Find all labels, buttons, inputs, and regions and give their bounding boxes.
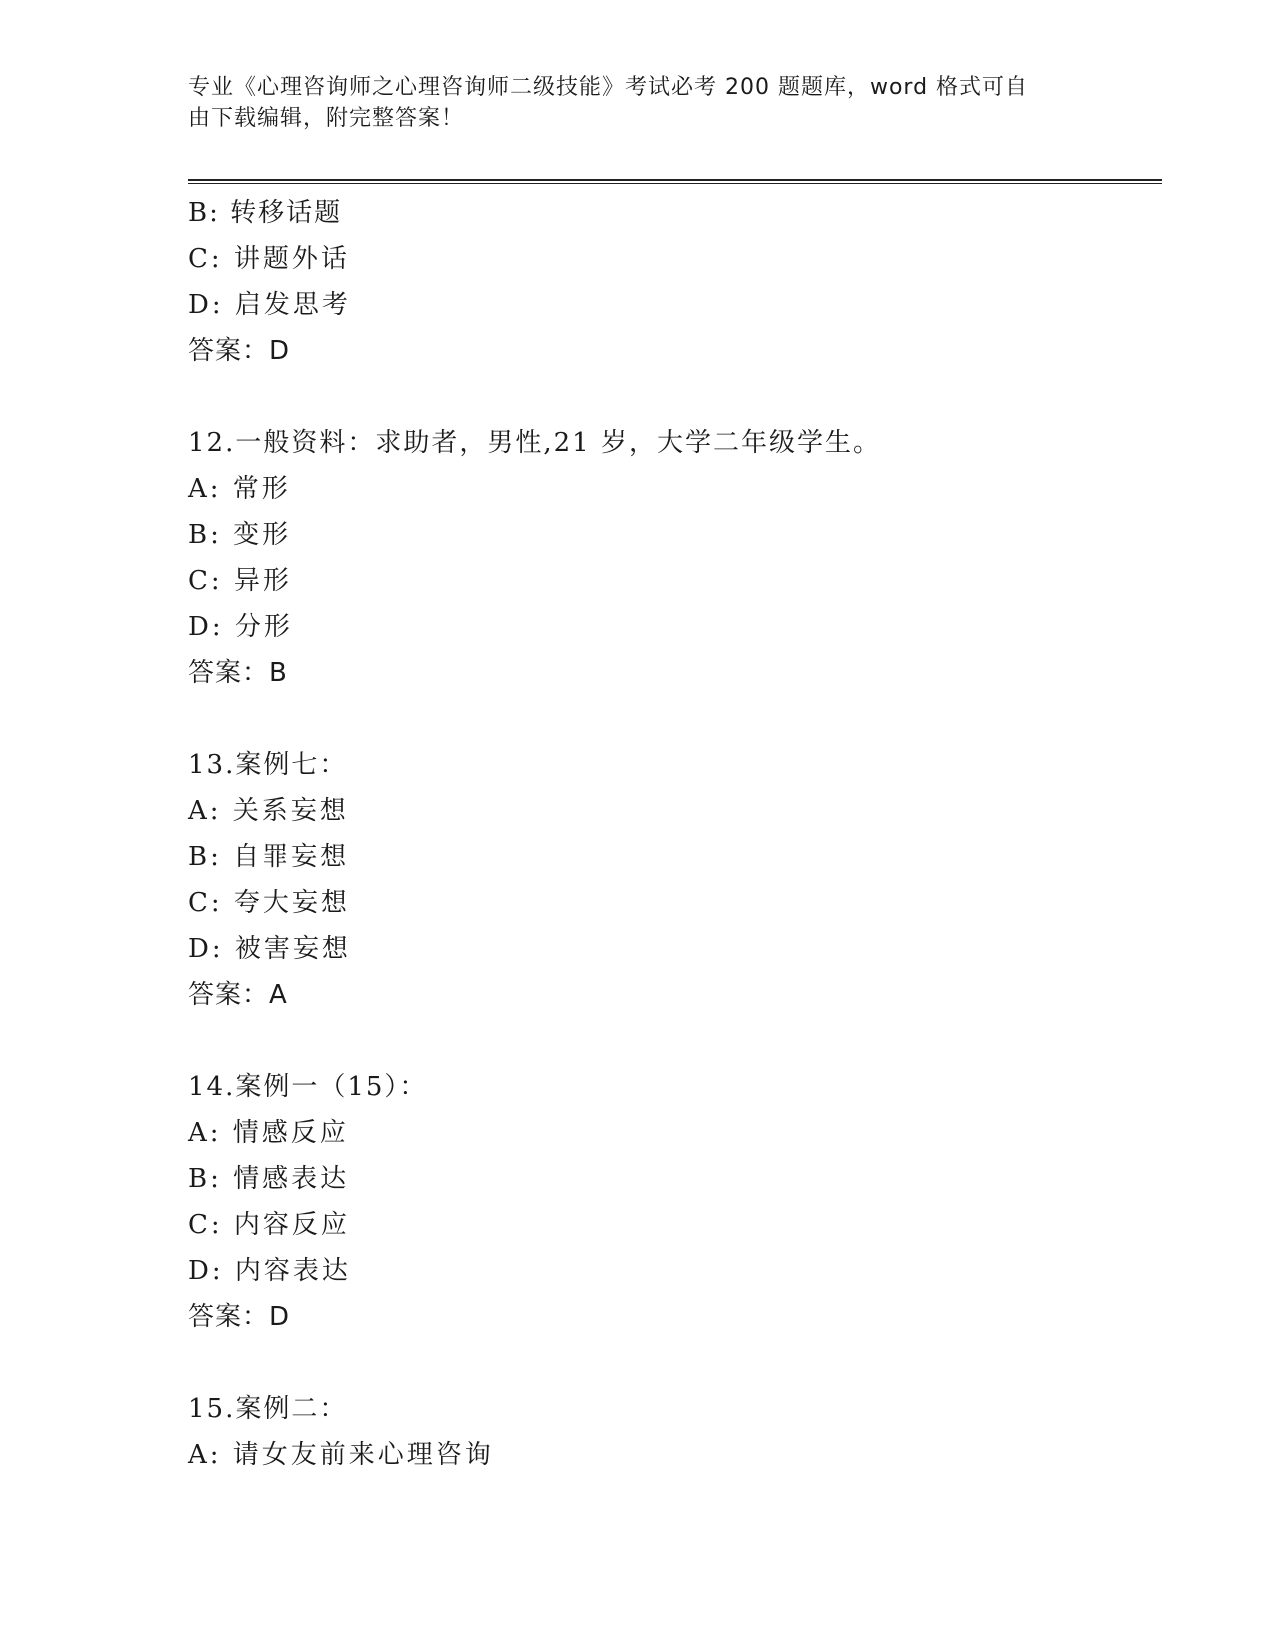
- header-line-1: 专业《心理咨询师之心理咨询师二级技能》考试必考 200 题题库，word 格式可自: [188, 75, 1029, 100]
- question-stem: 15.案例二：: [188, 1394, 348, 1424]
- question-list: [188, 190, 1148, 1478]
- option-a: A: 情感反应: [188, 1118, 349, 1148]
- question-stem: 12.一般资料：求助者，男性,21 岁，大学二年级学生。: [188, 428, 881, 458]
- question-15: [188, 1386, 1148, 1478]
- option-c: C: 内容反应: [188, 1210, 350, 1240]
- answer-line: 答案：D: [188, 336, 291, 366]
- answer-line: 答案：A: [188, 980, 288, 1010]
- question-13: [188, 742, 1148, 1018]
- option-a: A: 常形: [188, 474, 291, 504]
- spacer: [188, 374, 1148, 420]
- spacer: [188, 1340, 1148, 1386]
- question-12: [188, 420, 1148, 696]
- option-c: C: 异形: [188, 566, 292, 596]
- option-d: D: 被害妄想: [188, 934, 351, 964]
- option-b: B: 情感表达: [188, 1164, 350, 1194]
- option-b: B: 转移话题: [188, 198, 343, 228]
- option-c: C: 夸大妄想: [188, 888, 350, 918]
- header-divider-thick: [188, 179, 1162, 181]
- option-a: A: 关系妄想: [188, 796, 349, 826]
- option-b: B: 自罪妄想: [188, 842, 350, 872]
- question-11-continuation: [188, 190, 1148, 374]
- question-14: [188, 1064, 1148, 1340]
- spacer: [188, 696, 1148, 742]
- header-line-2: 由下载编辑，附完整答案！: [188, 106, 465, 131]
- option-d: D: 分形: [188, 612, 293, 642]
- answer-line: 答案：B: [188, 658, 288, 688]
- option-b: B: 变形: [188, 520, 292, 550]
- spacer: [188, 1018, 1148, 1064]
- option-c: C: 讲题外话: [188, 244, 350, 274]
- header-divider-thin: [188, 183, 1162, 184]
- option-d: D: 内容表达: [188, 1256, 351, 1286]
- option-a: A: 请女友前来心理咨询: [188, 1440, 494, 1470]
- question-stem: 13.案例七：: [188, 750, 348, 780]
- option-d: D: 启发思考: [188, 290, 351, 320]
- document-header: [188, 72, 1068, 134]
- answer-line: 答案：D: [188, 1302, 291, 1332]
- question-stem: 14.案例一（15）：: [188, 1072, 428, 1102]
